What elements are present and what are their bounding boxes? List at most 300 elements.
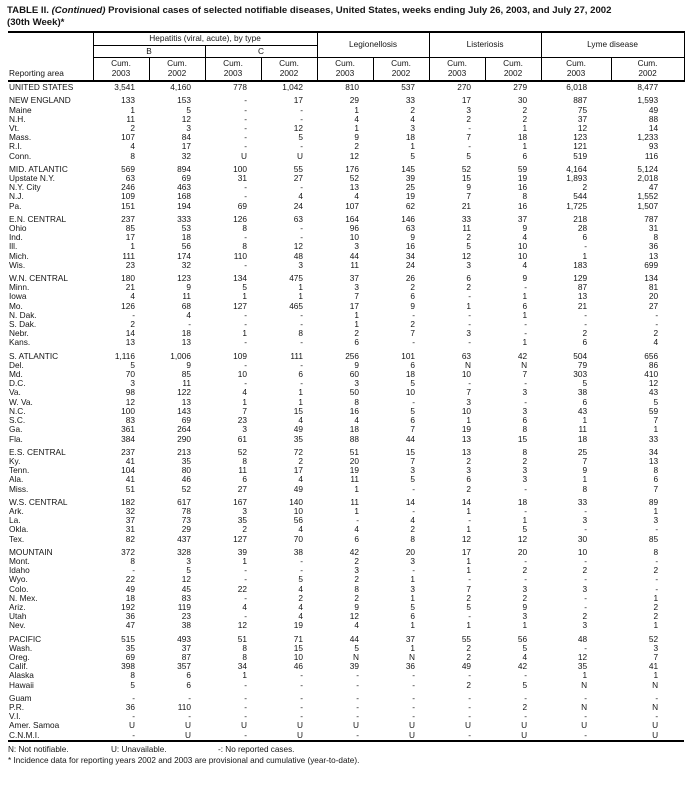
title-continued: (Continued) (51, 5, 106, 16)
reporting-area-cell: N.J. (9, 191, 24, 202)
value-cell: 5 (410, 405, 416, 416)
value-cell: 8 (242, 455, 247, 466)
value-cell: 8 (130, 670, 135, 681)
reporting-area-cell: Upstate N.Y. (9, 173, 55, 184)
value-cell: 21 (125, 282, 135, 293)
col-header-cum-2002-1: Cum. 2002 (149, 58, 205, 82)
value-cell: 1 (298, 387, 304, 398)
value-cell: 10 (577, 546, 588, 557)
value-cell: 82 (125, 533, 135, 544)
value-cell: 12 (349, 611, 360, 622)
value-cell: 107 (121, 132, 135, 143)
value-cell: 2 (522, 592, 528, 603)
value-cell: 11 (182, 378, 191, 389)
value-cell: 398 (121, 661, 135, 672)
value-cell: 237 (121, 213, 135, 224)
header-listeriosis: Listeriosis (429, 32, 541, 58)
value-cell: 41 (125, 455, 135, 466)
col-header-cum-2002-5: Cum. 2002 (373, 58, 429, 82)
value-cell: 194 (177, 200, 191, 211)
value-cell: 6 (410, 611, 416, 622)
value-cell: 59 (517, 163, 528, 174)
value-cell: 63 (405, 223, 416, 234)
value-cell: - (244, 123, 247, 133)
value-cell: 9 (186, 282, 191, 293)
value-cell: 111 (290, 350, 304, 361)
value-cell: 13 (648, 250, 659, 261)
value-cell: - (524, 505, 528, 516)
value-cell: 218 (573, 213, 588, 224)
legend-not-notifiable: N: Not notifiable. (8, 744, 69, 754)
value-cell: 28 (577, 223, 588, 234)
value-cell: 10 (293, 651, 304, 662)
value-cell: 13 (181, 396, 191, 407)
value-cell: - (468, 291, 472, 302)
value-cell: - (655, 692, 659, 703)
value-cell: - (132, 309, 135, 320)
header-hepatitis-group: Hepatitis (viral, acute), by type (93, 32, 317, 45)
value-cell: 3 (522, 583, 528, 594)
value-cell: 145 (401, 163, 416, 174)
value-cell: 5 (186, 104, 191, 115)
value-cell: 104 (121, 465, 135, 476)
value-cell: - (300, 679, 304, 690)
value-cell: N (465, 359, 472, 370)
value-cell: 3 (466, 328, 472, 339)
value-cell: 4 (522, 259, 528, 270)
value-cell: - (412, 309, 416, 320)
value-cell: 12 (125, 396, 135, 407)
value-cell: 52 (181, 483, 191, 494)
value-cell: - (300, 359, 304, 370)
value-cell: 1 (653, 592, 659, 603)
value-cell: - (412, 701, 416, 712)
value-cell: 3,541 (114, 82, 135, 93)
value-cell: 11 (350, 259, 360, 270)
value-cell: U (409, 729, 416, 740)
value-cell: - (300, 337, 304, 348)
value-cell: 7 (410, 455, 416, 466)
value-cell: 8 (354, 583, 360, 594)
value-cell: - (300, 565, 304, 576)
table-row (8, 566, 684, 575)
value-cell: - (356, 670, 360, 681)
value-cell: 7 (466, 191, 472, 202)
value-cell: 3 (186, 123, 191, 133)
value-cell: - (300, 182, 304, 193)
value-cell: 3 (410, 583, 416, 594)
value-cell: 19 (293, 620, 304, 631)
value-cell: 264 (177, 424, 191, 435)
value-cell: 32 (125, 505, 135, 516)
value-cell: 11 (578, 424, 588, 435)
value-cell: - (244, 104, 247, 115)
reporting-area-cell: Hawaii (9, 679, 34, 690)
reporting-area-cell: Ariz. (9, 601, 26, 612)
value-cell: 19 (349, 465, 360, 476)
reporting-area-cell: Wyo. (9, 574, 28, 585)
value-cell: - (584, 592, 588, 603)
table-row (8, 311, 684, 320)
value-cell: 2 (653, 611, 659, 622)
value-cell: - (412, 670, 416, 681)
value-cell: U (353, 720, 360, 731)
value-cell: U (652, 720, 659, 731)
value-cell: 2 (466, 592, 472, 603)
value-cell: 37 (405, 633, 416, 644)
value-cell: 1 (130, 241, 135, 252)
reporting-area-cell: Md. (9, 369, 23, 380)
value-cell: 1 (410, 642, 416, 653)
reporting-area-cell: Mont. (9, 555, 30, 566)
value-cell: 111 (122, 250, 135, 261)
value-cell: 2 (466, 282, 472, 293)
value-cell: - (524, 692, 528, 703)
value-cell: 9 (410, 300, 416, 311)
value-cell: 887 (573, 95, 588, 106)
value-cell: - (244, 378, 247, 389)
value-cell: 43 (577, 405, 588, 416)
value-cell: - (584, 505, 588, 516)
value-cell: 5 (242, 282, 247, 293)
value-cell: 17 (293, 465, 304, 476)
value-cell: 12 (577, 123, 588, 133)
value-cell: 2 (130, 123, 135, 133)
value-cell: 1 (466, 555, 472, 566)
value-cell: 617 (177, 496, 191, 507)
value-cell: 25 (405, 182, 416, 193)
reporting-area-cell: Oreg. (9, 651, 30, 662)
value-cell: U (185, 729, 191, 740)
value-cell: 14 (648, 123, 659, 133)
value-cell: 2 (242, 524, 247, 535)
value-cell: 87 (181, 651, 191, 662)
value-cell: - (244, 701, 247, 712)
value-cell: 9 (186, 359, 191, 370)
value-cell: 17 (293, 95, 304, 106)
value-cell: 127 (233, 533, 247, 544)
value-cell: 52 (349, 173, 360, 184)
table-row (8, 635, 684, 644)
value-cell: 3 (242, 505, 247, 516)
value-cell: 4 (130, 141, 135, 152)
value-cell: 48 (577, 633, 588, 644)
value-cell: 69 (237, 200, 247, 211)
value-cell: 8 (130, 150, 135, 161)
value-cell: 303 (573, 369, 588, 380)
value-cell: 2 (466, 113, 472, 124)
value-cell: 2 (653, 601, 659, 612)
value-cell: 44 (405, 433, 416, 444)
value-cell: 192 (121, 601, 135, 612)
table-row (8, 703, 684, 712)
value-cell: 2 (522, 104, 528, 115)
value-cell: 8 (242, 241, 247, 252)
value-cell: 96 (349, 223, 360, 234)
value-cell: 894 (177, 163, 191, 174)
value-cell: 126 (121, 300, 135, 311)
reporting-area-cell: Va. (9, 387, 21, 398)
value-cell: - (300, 711, 304, 722)
value-cell: U (185, 720, 191, 731)
value-cell: - (132, 729, 135, 740)
value-cell: 504 (573, 350, 588, 361)
value-cell: 787 (644, 213, 659, 224)
value-cell: 2 (354, 141, 360, 152)
value-cell: 19 (517, 173, 528, 184)
value-cell: - (655, 319, 659, 330)
value-cell: - (584, 309, 588, 320)
value-cell: 63 (293, 213, 304, 224)
value-cell: 35 (181, 455, 191, 466)
value-cell: 13 (461, 446, 472, 457)
value-cell: 36 (405, 661, 416, 672)
value-cell: 237 (121, 446, 135, 457)
reporting-area-cell: Kans. (9, 337, 31, 348)
value-cell: 107 (345, 200, 360, 211)
value-cell: 4 (410, 515, 416, 526)
value-cell: 93 (648, 141, 659, 152)
value-cell: 6 (354, 533, 360, 544)
value-cell: 4 (522, 651, 528, 662)
value-cell: 14 (405, 496, 416, 507)
value-cell: 5 (522, 679, 528, 690)
value-cell: 4 (298, 601, 304, 612)
reporting-area-cell: UNITED STATES (9, 82, 74, 93)
value-cell: 180 (121, 273, 135, 284)
reporting-area-cell: Ohio (9, 223, 27, 234)
value-cell: 9 (522, 223, 528, 234)
value-cell: 3 (354, 241, 360, 252)
value-cell: 7 (522, 369, 528, 380)
reporting-area-cell: N. Dak. (9, 309, 37, 320)
value-cell: 100 (233, 163, 247, 174)
value-cell: 17 (461, 546, 472, 557)
reporting-area-cell: S. Dak. (9, 319, 37, 330)
value-cell: - (300, 701, 304, 712)
value-cell: - (412, 711, 416, 722)
value-cell: 22 (125, 574, 135, 585)
value-cell: 34 (405, 250, 416, 261)
header-row-cumulative (8, 58, 684, 82)
value-cell: - (584, 692, 588, 703)
value-cell: 6 (582, 337, 588, 348)
value-cell: 10 (461, 369, 472, 380)
value-cell: 35 (293, 433, 304, 444)
value-cell: 27 (648, 300, 659, 311)
value-cell: 36 (125, 701, 135, 712)
value-cell: 45 (181, 583, 191, 594)
reporting-area-cell: V.I. (9, 711, 21, 722)
reporting-area-cell: D.C. (9, 378, 26, 389)
value-cell: 437 (177, 533, 191, 544)
header-lyme-disease: Lyme disease (541, 32, 684, 58)
value-cell: 2 (354, 555, 360, 566)
value-cell: U (521, 729, 528, 740)
value-cell: 85 (125, 223, 135, 234)
col-header-cum-2003-8: Cum. 2003 (541, 58, 611, 82)
value-cell: - (584, 319, 588, 330)
value-cell: 25 (577, 446, 588, 457)
value-cell: - (244, 711, 247, 722)
value-cell: 12 (181, 574, 191, 585)
value-cell: - (468, 611, 472, 622)
value-cell: 4,164 (566, 163, 588, 174)
reporting-area-cell: N.H. (9, 113, 26, 124)
value-cell: 39 (405, 173, 416, 184)
value-cell: 73 (181, 515, 191, 526)
value-cell: - (356, 692, 360, 703)
value-cell: 5 (466, 601, 472, 612)
value-cell: 1,042 (282, 82, 304, 93)
value-cell: 7 (582, 455, 588, 466)
value-cell: 3 (354, 282, 360, 293)
value-cell: 7 (653, 651, 659, 662)
value-cell: 4 (298, 524, 304, 535)
value-cell: - (300, 555, 304, 566)
value-cell: - (300, 670, 304, 681)
value-cell: 1 (582, 474, 588, 485)
value-cell: 2 (298, 455, 304, 466)
value-cell: N (521, 359, 528, 370)
value-cell: 4 (354, 191, 360, 202)
reporting-area-cell: Ill. (9, 241, 18, 252)
value-cell: 1 (242, 328, 247, 339)
value-cell: - (244, 592, 247, 603)
value-cell: 49 (293, 424, 304, 435)
col-header-cum-2003-6: Cum. 2003 (429, 58, 485, 82)
value-cell: 2 (410, 319, 416, 330)
value-cell: 4 (354, 415, 360, 426)
value-cell: 27 (237, 483, 247, 494)
value-cell: 55 (461, 633, 472, 644)
value-cell: 80 (181, 465, 191, 476)
value-cell: 8 (130, 555, 135, 566)
value-cell: 3 (582, 620, 588, 631)
reporting-area-cell: P.R. (9, 701, 25, 712)
value-cell: 4 (242, 387, 247, 398)
value-cell: - (468, 692, 472, 703)
value-cell: 6 (466, 474, 472, 485)
value-cell: 1 (242, 291, 247, 302)
col-header-cum-2002-9: Cum. 2002 (611, 58, 684, 82)
value-cell: 16 (517, 200, 528, 211)
value-cell: 3 (466, 465, 472, 476)
value-cell: 31 (125, 524, 135, 535)
value-cell: U (297, 720, 304, 731)
value-cell: U (652, 729, 659, 740)
reporting-area-cell: Mo. (9, 300, 23, 311)
reporting-area-cell: Conn. (9, 150, 32, 161)
value-cell: 1 (582, 670, 588, 681)
value-cell: 176 (345, 163, 360, 174)
value-cell: 656 (644, 350, 659, 361)
value-cell: 88 (648, 113, 659, 124)
col-header-cum-2003-0: Cum. 2003 (93, 58, 149, 82)
value-cell: 13 (181, 337, 191, 348)
value-cell: 41 (125, 474, 135, 485)
value-cell: 37 (181, 642, 191, 653)
value-cell: - (524, 378, 528, 389)
value-cell: 53 (181, 223, 191, 234)
value-cell: 86 (648, 359, 659, 370)
value-cell: 34 (648, 446, 659, 457)
value-cell: 5 (522, 642, 528, 653)
value-cell: 2 (582, 328, 588, 339)
value-cell: - (412, 565, 416, 576)
value-cell: 121 (573, 141, 588, 152)
value-cell: 49 (293, 483, 304, 494)
value-cell: 11 (350, 496, 360, 507)
value-cell: - (244, 337, 247, 348)
value-cell: 37 (125, 515, 135, 526)
value-cell: N (409, 651, 416, 662)
value-cell: 3 (186, 555, 191, 566)
value-cell: 13 (349, 182, 360, 193)
value-cell: 1 (466, 415, 472, 426)
table-row (8, 338, 684, 347)
header-reporting-area: Reporting area (8, 32, 93, 81)
value-cell: 27 (293, 173, 304, 184)
col-header-cum-2003-4: Cum. 2003 (317, 58, 373, 82)
value-cell: 778 (233, 82, 247, 93)
value-cell: 10 (517, 241, 528, 252)
value-cell: 4 (410, 113, 416, 124)
value-cell: 5 (522, 524, 528, 535)
value-cell: 6 (522, 300, 528, 311)
value-cell: 143 (177, 405, 191, 416)
value-cell: 26 (405, 273, 416, 284)
value-cell: 5 (298, 132, 304, 143)
value-cell: 140 (289, 496, 304, 507)
value-cell: 30 (577, 533, 588, 544)
value-cell: - (524, 555, 528, 566)
value-cell: 37 (349, 273, 360, 284)
value-cell: 699 (644, 259, 659, 270)
value-cell: 31 (648, 223, 659, 234)
value-cell: 12 (237, 620, 247, 631)
value-cell: 9 (354, 359, 360, 370)
value-cell: 2 (466, 651, 472, 662)
value-cell: 2 (582, 611, 588, 622)
value-cell: 10 (517, 250, 528, 261)
value-cell: 6 (410, 415, 416, 426)
value-cell: 544 (573, 191, 588, 202)
value-cell: 15 (293, 642, 304, 653)
value-cell: 12 (461, 533, 472, 544)
value-cell: 7 (410, 424, 416, 435)
value-cell: 3 (466, 259, 472, 270)
table-row (8, 202, 684, 211)
value-cell: 1 (410, 574, 416, 585)
value-cell: 85 (648, 533, 659, 544)
value-cell: 7 (354, 291, 360, 302)
table-row (8, 731, 684, 741)
value-cell: 12 (577, 651, 588, 662)
reporting-area-cell: Nebr. (9, 328, 29, 339)
value-cell: 1 (466, 300, 472, 311)
value-cell: 11 (462, 223, 472, 234)
value-cell: 2 (522, 455, 528, 466)
value-cell: - (468, 670, 472, 681)
value-cell: 6 (410, 359, 416, 370)
value-cell: - (132, 565, 135, 576)
value-cell: 18 (181, 232, 191, 243)
value-cell: 167 (233, 496, 247, 507)
value-cell: - (300, 692, 304, 703)
value-cell: 9 (466, 182, 472, 193)
value-cell: 7 (653, 415, 659, 426)
